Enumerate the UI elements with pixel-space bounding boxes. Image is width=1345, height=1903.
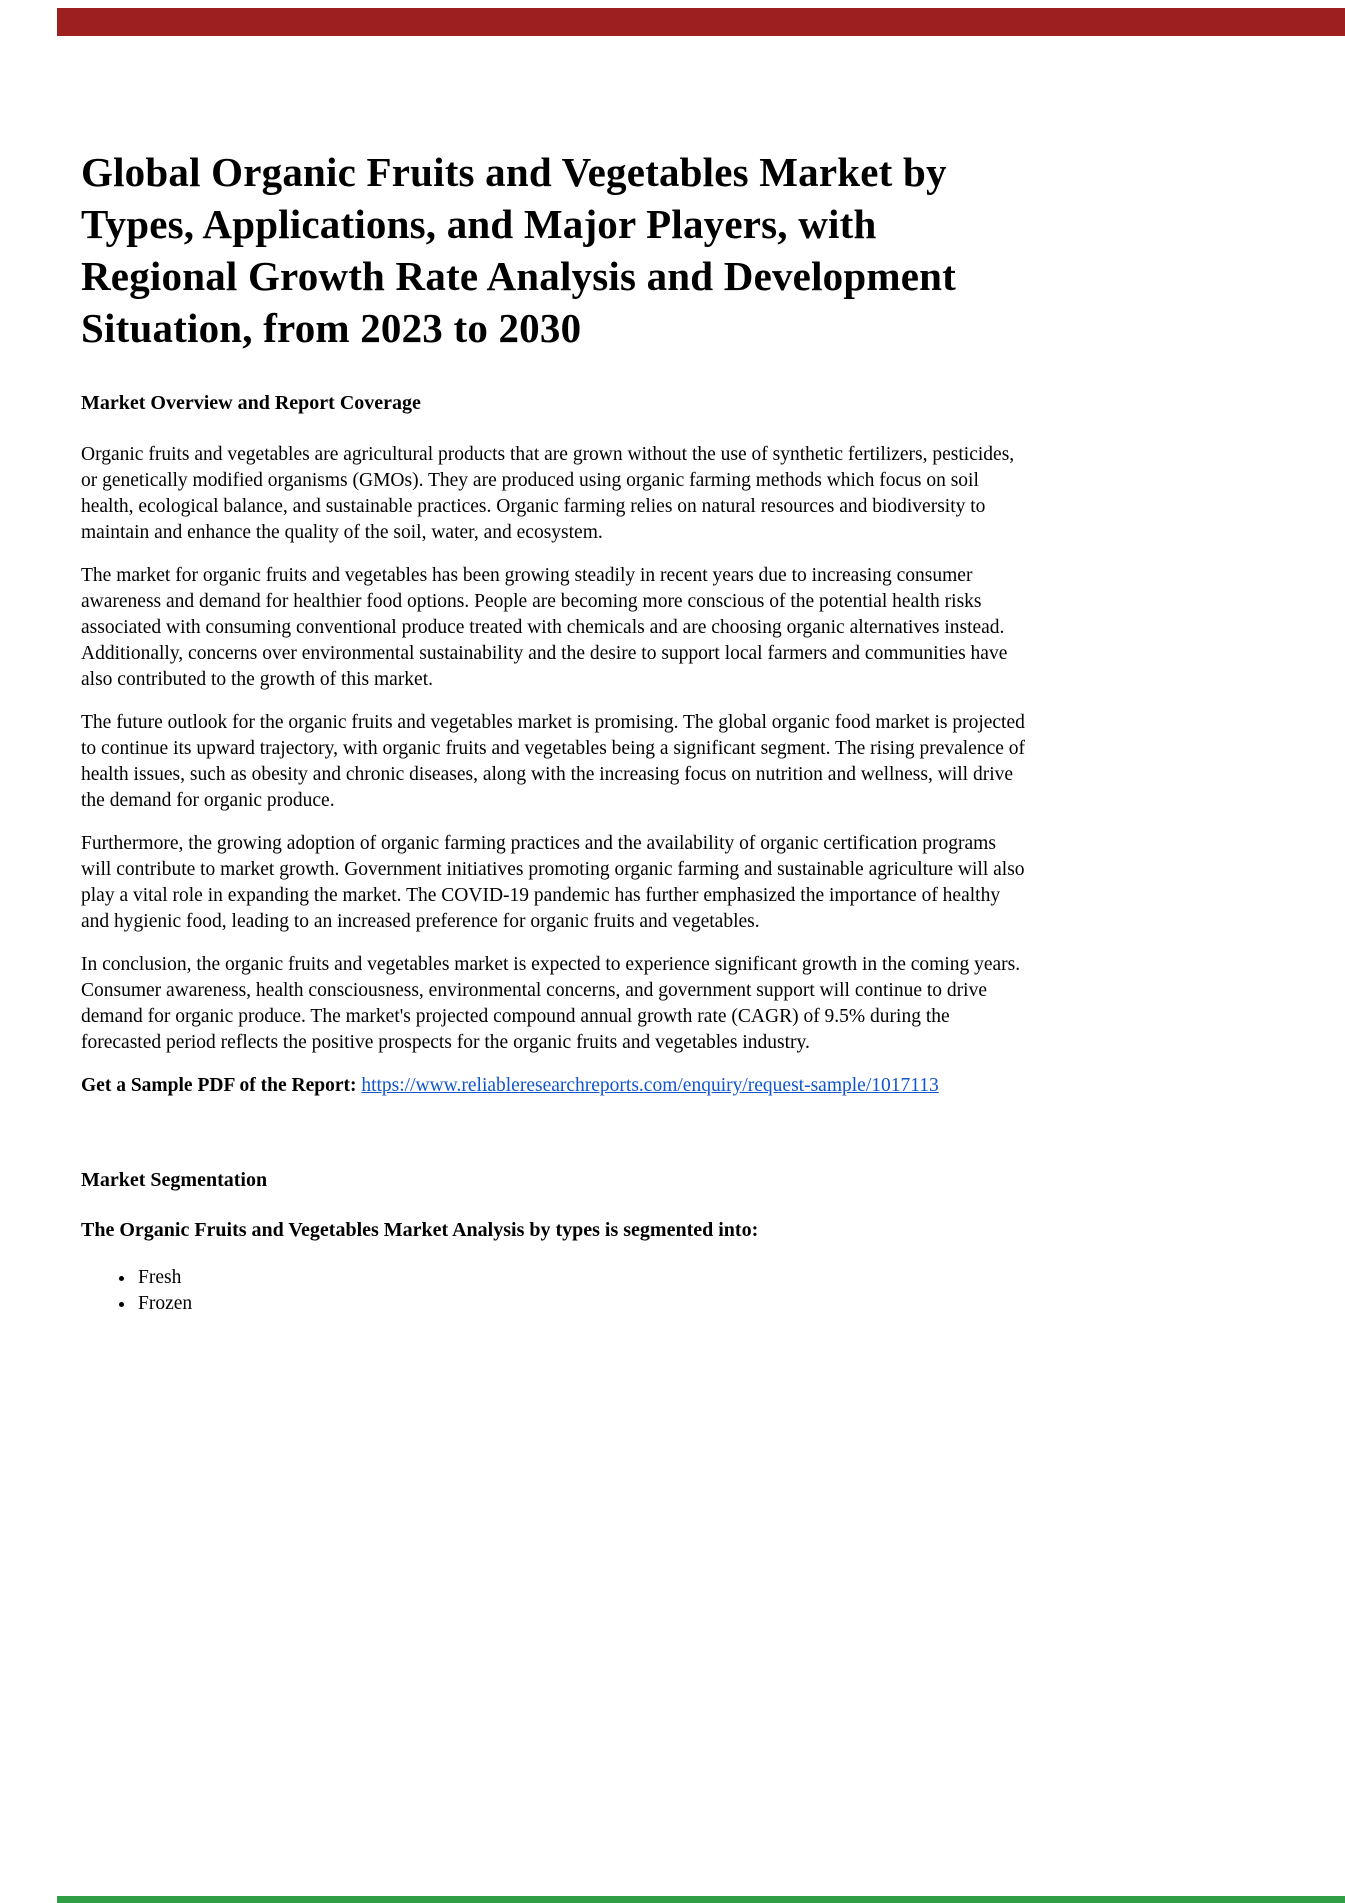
paragraph-overview-1: Organic fruits and vegetables are agricultural products that are grown without the use of synthetic fertilizers, pesticides, or genetically modified organisms (GMOs). They are produced using organic farming methods which focus on soil health, ecological balance, and sustainable practices. Organic farming relies on natural resources and biodiversity to maintain and enhance the quality of the soil, water, and ecosystem. — [81, 444, 1015, 543]
bottom-accent-bar — [57, 1896, 1345, 1903]
article-content — [81, 146, 1031, 1317]
types-list — [81, 1265, 1031, 1317]
sample-pdf-link[interactable]: https://www.reliableresearchreports.com/enquiry/request-sample/1017113 — [361, 1075, 939, 1096]
page-title: Global Organic Fruits and Vegetables Market by Types, Applications, and Major Players, with Regional Growth Rate Analysis and Development Situation, from 2023 to 2030 — [81, 149, 956, 351]
types-segmentation-heading: The Organic Fruits and Vegetables Market Analysis by types is segmented into: — [81, 1219, 759, 1241]
list-item-frozen: • Frozen — [136, 1291, 1031, 1317]
top-accent-bar — [57, 8, 1345, 36]
sample-pdf-label: Get a Sample PDF of the Report: — [81, 1075, 357, 1096]
paragraph-overview-2: The market for organic fruits and vegetables has been growing steadily in recent years due to increasing consumer awareness and demand for healthier food options. People are becoming more conscious of the potential health risks associated with consuming conventional produce treated with chemicals and are choosing organic alternatives instead. Additionally, concerns over environmental sustainability and the desire to support local farmers and communities have also contributed to the growth of this market. — [81, 565, 1008, 690]
section-heading-segmentation: Market Segmentation — [81, 1169, 268, 1191]
sample-pdf-line — [81, 1073, 1031, 1099]
paragraph-overview-5: In conclusion, the organic fruits and vegetables market is expected to experience significant growth in the coming years. Consumer awareness, health consciousness, environmental concerns, and government support will continue to drive demand for organic produce. The market's projected compound annual growth rate (CAGR) of 9.5% during the forecasted period reflects the positive prospects for the organic fruits and vegetables industry. — [81, 954, 1021, 1053]
paragraph-overview-3: The future outlook for the organic fruits and vegetables market is promising. The global organic food market is projected to continue its upward trajectory, with organic fruits and vegetables being a significant segment. The rising prevalence of health issues, such as obesity and chronic diseases, along with the increasing focus on nutrition and wellness, will drive the demand for organic produce. — [81, 712, 1026, 811]
paragraph-overview-4: Furthermore, the growing adoption of organic farming practices and the availability of organic certification programs will contribute to market growth. Government initiatives promoting organic farming and sustainable agriculture will also play a vital role in expanding the market. The COVID-19 pandemic has further emphasized the importance of healthy and hygienic food, leading to an increased preference for organic fruits and vegetables. — [81, 833, 1025, 932]
list-item-fresh: • Fresh — [136, 1265, 1031, 1291]
section-heading-overview: Market Overview and Report Coverage — [81, 392, 421, 414]
